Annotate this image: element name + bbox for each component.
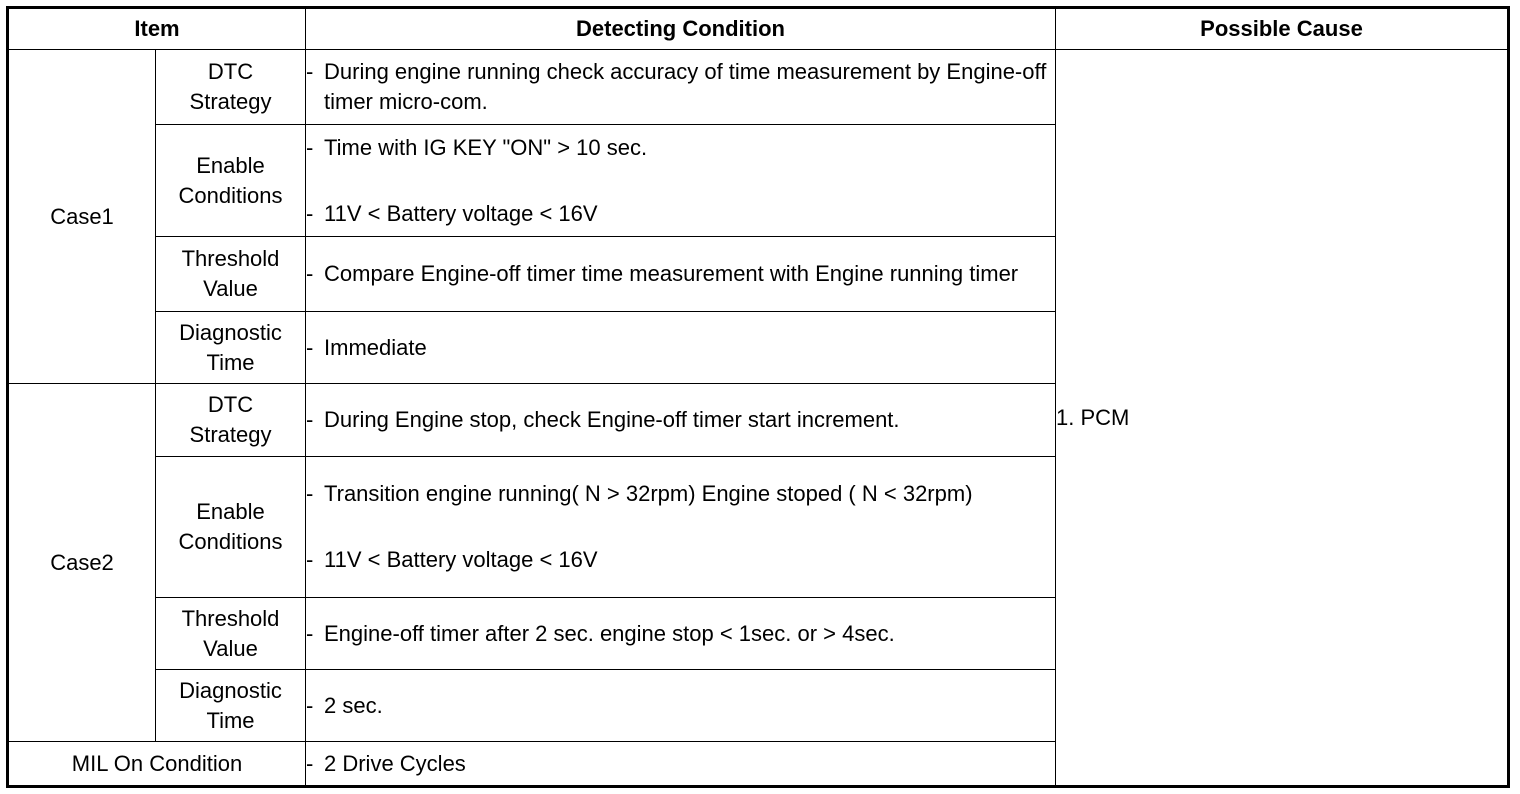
item-label	[156, 384, 306, 457]
mil-condition-text: 2 Drive Cycles	[324, 750, 466, 776]
item-label	[156, 50, 306, 125]
condition-cell	[306, 237, 1056, 312]
condition-text: Engine-off timer after 2 sec. engine stop < 1sec. or > 4sec.	[324, 620, 895, 646]
bullet-dash: -	[306, 750, 314, 776]
item-label-line2: Conditions	[178, 529, 283, 554]
condition-text: Immediate	[324, 334, 427, 360]
item-label-line2: Conditions	[178, 182, 283, 208]
item-label	[156, 125, 306, 237]
item-label-line1: DTC	[207, 392, 254, 417]
condition-item	[306, 57, 1055, 117]
item-label-line2: Time	[206, 707, 255, 733]
spacer	[306, 163, 1055, 199]
bullet-dash: -	[306, 407, 314, 432]
bullet-dash: -	[306, 481, 314, 506]
condition-text: Compare Engine-off timer time measurement with Engine running timer	[324, 261, 1019, 286]
condition-cell	[306, 670, 1056, 742]
bullet-dash: -	[306, 692, 314, 718]
condition-item	[306, 333, 1055, 363]
item-label-line1: DTC	[207, 59, 254, 84]
header-row	[8, 8, 1509, 50]
item-label-line2: Value	[203, 635, 258, 661]
dtc-table	[6, 6, 1510, 788]
bullet-dash: -	[306, 200, 314, 226]
condition-cell	[306, 457, 1056, 598]
condition-item	[306, 133, 1055, 163]
table-row	[8, 50, 1509, 125]
item-label-line2: Strategy	[189, 89, 272, 114]
bullet-dash: -	[306, 620, 314, 646]
item-label-line1: Diagnostic	[179, 677, 282, 703]
condition-cell	[306, 50, 1056, 125]
condition-cell	[306, 598, 1056, 670]
condition-cell	[306, 312, 1056, 384]
mil-label: MIL On Condition	[8, 742, 306, 787]
header-item: Item	[8, 8, 306, 50]
possible-cause-cell: 1. PCM	[1056, 50, 1509, 787]
condition-text: 11V < Battery voltage < 16V	[324, 547, 598, 572]
case1-label: Case1	[8, 50, 156, 384]
item-label-line1: Threshold	[181, 605, 280, 631]
item-label	[156, 598, 306, 670]
bullet-dash: -	[306, 261, 314, 286]
item-label	[156, 312, 306, 384]
condition-text: 11V < Battery voltage < 16V	[324, 200, 598, 226]
case2-label: Case2	[8, 384, 156, 742]
condition-text: During Engine stop, check Engine-off timer start increment.	[324, 407, 900, 432]
condition-item	[306, 259, 1055, 289]
condition-text: 2 sec.	[324, 692, 383, 718]
bullet-dash: -	[306, 334, 314, 360]
condition-item	[306, 199, 1055, 229]
condition-item	[306, 405, 1055, 435]
condition-item	[306, 691, 1055, 721]
spacer	[306, 509, 1055, 545]
condition-item	[306, 749, 1055, 779]
condition-text: Time with IG KEY "ON" > 10 sec.	[324, 134, 648, 160]
condition-cell	[306, 742, 1056, 787]
bullet-dash: -	[306, 134, 314, 160]
item-label-line2: Strategy	[189, 422, 272, 447]
item-label-line1: Threshold	[181, 246, 280, 271]
condition-item	[306, 619, 1055, 649]
condition-text: Transition engine running( N > 32rpm) Engine stoped ( N < 32rpm)	[324, 481, 973, 506]
header-detecting-condition: Detecting Condition	[306, 8, 1056, 50]
bullet-dash: -	[306, 547, 314, 572]
item-label-line1: Diagnostic	[179, 319, 282, 345]
item-label-line1: Enable	[196, 499, 265, 524]
header-possible-cause: Possible Cause	[1056, 8, 1509, 50]
condition-item	[306, 545, 1055, 575]
condition-cell	[306, 384, 1056, 457]
item-label	[156, 670, 306, 742]
item-label	[156, 237, 306, 312]
item-label-line1: Enable	[196, 152, 265, 178]
item-label-line2: Time	[206, 349, 255, 375]
condition-item	[306, 479, 1055, 509]
item-label-line2: Value	[203, 276, 258, 301]
condition-cell	[306, 125, 1056, 237]
bullet-dash: -	[306, 59, 314, 84]
item-label	[156, 457, 306, 598]
condition-text: During engine running check accuracy of time measurement by Engine-off timer micro-com.	[324, 59, 1047, 114]
